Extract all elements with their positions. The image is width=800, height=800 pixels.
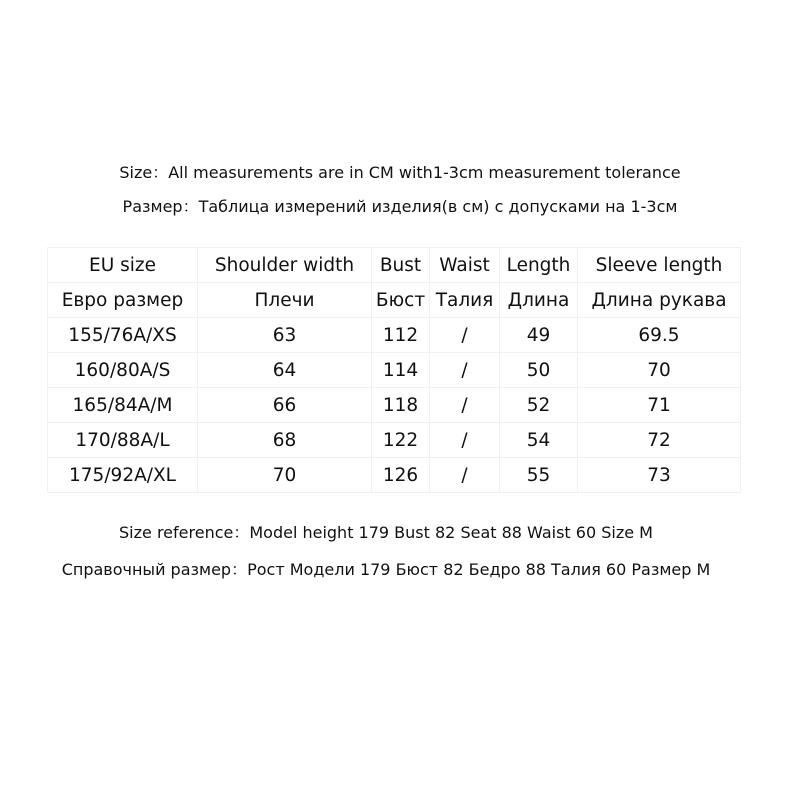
size-reference-en: Size reference：Model height 179 Bust 82 Seat 88 Waist 60 Size M: [119, 523, 653, 542]
size-reference-ru: Справочный размер：Рост Модели 179 Бюст 82 Бедро 88 Талия 60 Размер M: [61, 560, 711, 579]
header-cell: Sleeve length: [578, 248, 741, 283]
size-chart-table: [47, 247, 741, 493]
table-row: [48, 423, 741, 458]
table-row: [48, 388, 741, 423]
table-cell: 52: [500, 388, 578, 423]
header-cell: Евро размер: [48, 283, 198, 318]
header-cell: Waist: [430, 248, 500, 283]
header-cell: Shoulder width: [198, 248, 372, 283]
table-cell: 118: [372, 388, 430, 423]
table-cell: 114: [372, 353, 430, 388]
table-cell: 70: [198, 458, 372, 493]
table-cell: 70: [578, 353, 741, 388]
table-row: [48, 353, 741, 388]
table-cell: 72: [578, 423, 741, 458]
header-cell: Длина рукава: [578, 283, 741, 318]
table-cell: 64: [198, 353, 372, 388]
table-cell: 54: [500, 423, 578, 458]
table-cell: 170/88A/L: [48, 423, 198, 458]
table-cell: 71: [578, 388, 741, 423]
header-cell: Бюст: [372, 283, 430, 318]
table-row: [48, 318, 741, 353]
table-cell: /: [430, 353, 500, 388]
table-cell: 126: [372, 458, 430, 493]
size-note-en: Size：All measurements are in CM with1-3cm measurement tolerance: [119, 163, 681, 182]
table-cell: 49: [500, 318, 578, 353]
table-cell: 73: [578, 458, 741, 493]
header-cell: Талия: [430, 283, 500, 318]
table-cell: 160/80A/S: [48, 353, 198, 388]
header-cell: Плечи: [198, 283, 372, 318]
table-cell: 63: [198, 318, 372, 353]
size-note-ru: Размер：Таблица измерений изделия(в см) с допусками на 1-3см: [122, 197, 678, 216]
table-cell: /: [430, 388, 500, 423]
table-row: [48, 458, 741, 493]
table-cell: 69.5: [578, 318, 741, 353]
table-cell: 66: [198, 388, 372, 423]
table-cell: 175/92A/XL: [48, 458, 198, 493]
table-header-row-ru: [48, 283, 741, 318]
header-cell: EU size: [48, 248, 198, 283]
table-cell: 165/84A/M: [48, 388, 198, 423]
table-cell: 68: [198, 423, 372, 458]
header-cell: Bust: [372, 248, 430, 283]
header-cell: Длина: [500, 283, 578, 318]
table-cell: /: [430, 423, 500, 458]
table-cell: 155/76A/XS: [48, 318, 198, 353]
table-cell: 112: [372, 318, 430, 353]
header-cell: Length: [500, 248, 578, 283]
table-cell: 55: [500, 458, 578, 493]
table-cell: /: [430, 318, 500, 353]
table-cell: 122: [372, 423, 430, 458]
table-header-row-en: [48, 248, 741, 283]
table-cell: 50: [500, 353, 578, 388]
table-cell: /: [430, 458, 500, 493]
